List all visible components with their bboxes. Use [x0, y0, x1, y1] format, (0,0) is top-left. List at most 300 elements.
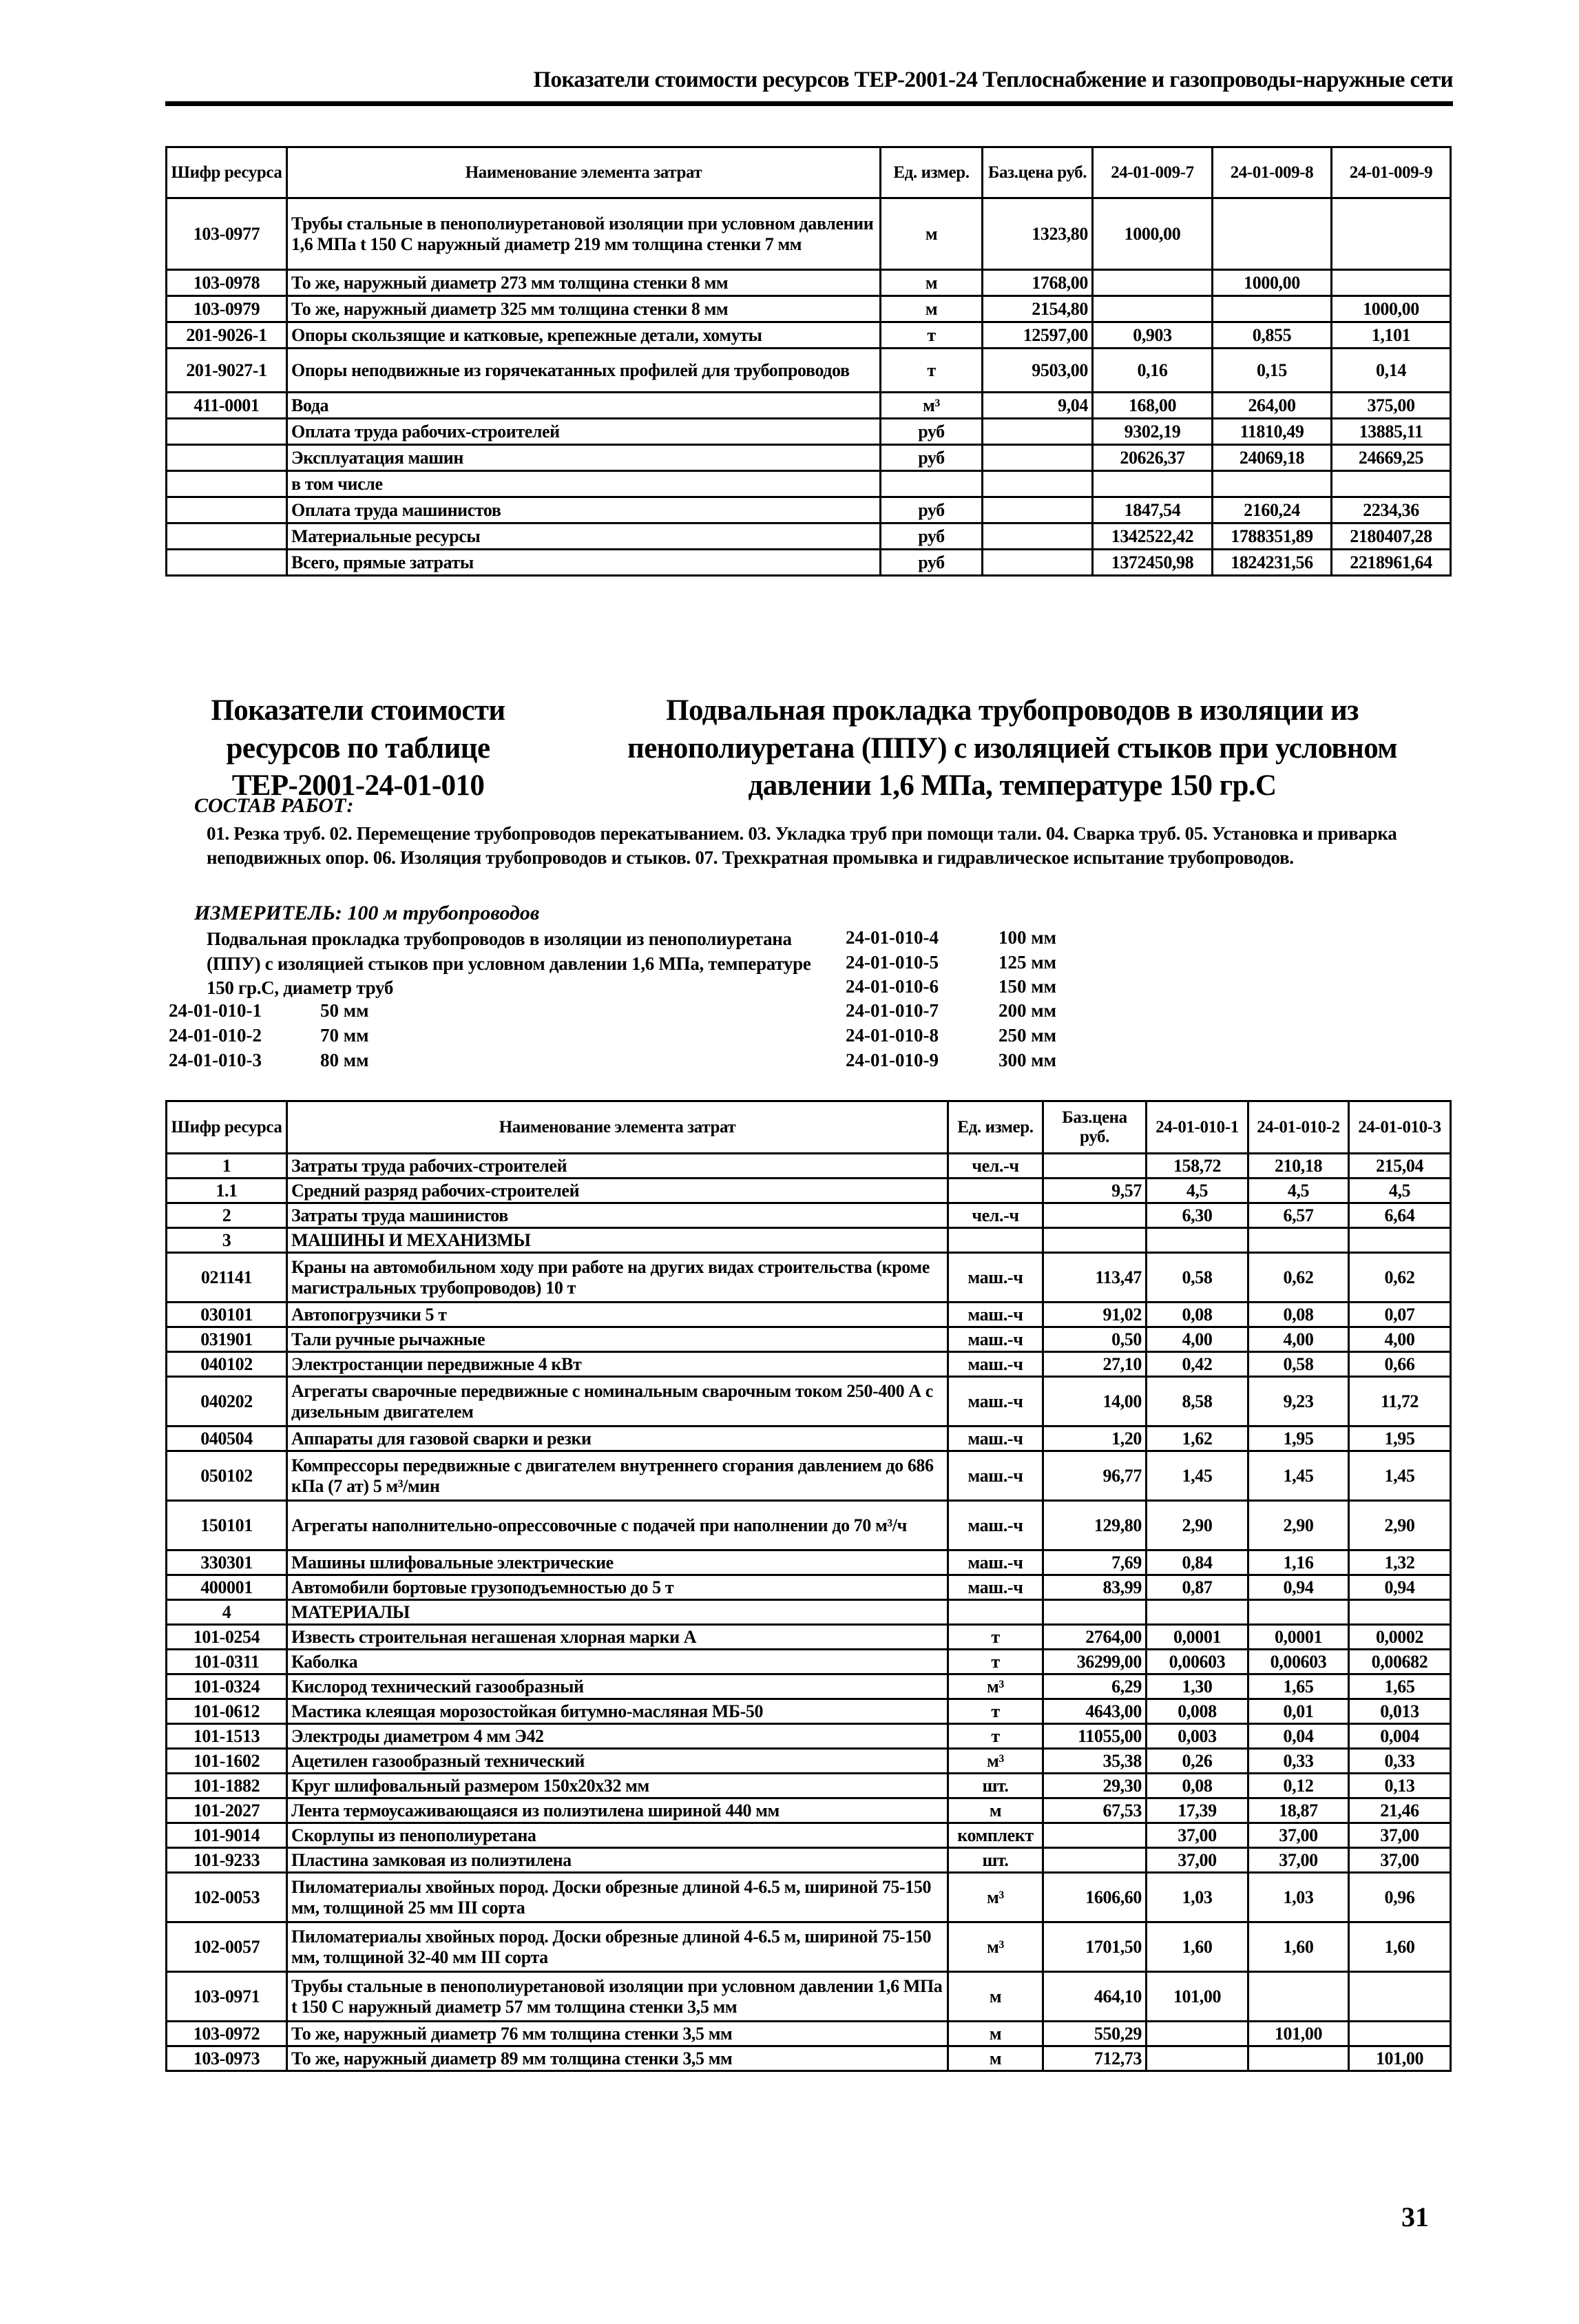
variant-3-value: 0,96	[1349, 1873, 1451, 1922]
base-price: 7,69	[1043, 1550, 1147, 1575]
resource-name: Вода	[287, 393, 881, 419]
unit: т	[948, 1699, 1043, 1724]
unit: чел.-ч	[948, 1203, 1043, 1228]
unit: м³	[948, 1922, 1043, 1972]
table-row	[167, 550, 1451, 576]
resource-code: 103-0977	[167, 198, 287, 270]
unit: маш.-ч	[948, 1501, 1043, 1550]
variant-2-value: 1,03	[1248, 1873, 1349, 1922]
variant-3-value: 0,004	[1349, 1724, 1451, 1749]
variant-3-value: 4,00	[1349, 1327, 1451, 1352]
variant-3-value	[1332, 198, 1451, 270]
base-price: 1768,00	[983, 270, 1093, 296]
variant-3-value: 0,66	[1349, 1352, 1451, 1377]
resource-code: 102-0053	[167, 1873, 287, 1922]
col-header-variant-1: 24-01-009-7	[1093, 147, 1213, 198]
table-row	[167, 471, 1451, 497]
base-price: 2764,00	[1043, 1625, 1147, 1650]
variant-2-value	[1213, 296, 1332, 322]
table-row	[167, 2022, 1451, 2046]
variant-3-value: 0,94	[1349, 1575, 1451, 1600]
unit: м	[881, 198, 983, 270]
resource-code: 101-0311	[167, 1650, 287, 1674]
resource-table-2-body	[167, 1154, 1451, 2071]
resource-code: 101-0324	[167, 1674, 287, 1699]
resource-name: Краны на автомобильном ходу при работе на других видах строительства (кроме магистральных трубопроводов) 10 т	[287, 1253, 948, 1303]
variant-diameter: 125 мм	[998, 952, 1057, 973]
unit: чел.-ч	[948, 1154, 1043, 1179]
section-title-left: Показатели стоимости ресурсов по таблице ТЕР-2001-24-01-010	[211, 694, 505, 802]
resource-code: 050102	[167, 1451, 287, 1501]
table-row	[167, 1972, 1451, 2022]
col-header-unit: Ед. измер.	[948, 1101, 1043, 1154]
variant-3-value: 0,07	[1349, 1303, 1451, 1327]
variant-2-value	[1248, 1972, 1349, 2022]
table-row	[167, 497, 1451, 523]
col-header-code: Шифр ресурса	[167, 147, 287, 198]
variant-3-value	[1349, 1228, 1451, 1253]
base-price	[1043, 1848, 1147, 1873]
resource-table-1-body	[167, 198, 1451, 576]
resource-code: 400001	[167, 1575, 287, 1600]
unit: маш.-ч	[948, 1550, 1043, 1575]
base-price: 9,04	[983, 393, 1093, 419]
variant-1-value: 20626,37	[1093, 445, 1213, 471]
table-row	[167, 1550, 1451, 1575]
resource-name: Пиломатериалы хвойных пород. Доски обрезные длиной 4-6.5 м, шириной 75-150 мм, толщиной 32-40 мм III сорта	[287, 1922, 948, 1972]
variant-3-value: 1,60	[1349, 1922, 1451, 1972]
variant-3-value	[1349, 2022, 1451, 2046]
table-row	[167, 1203, 1451, 1228]
resource-name: То же, наружный диаметр 76 мм толщина стенки 3,5 мм	[287, 2022, 948, 2046]
resource-name: Лента термоусаживающаяся из полиэтилена шириной 440 мм	[287, 1798, 948, 1823]
variant-2-value: 0,01	[1248, 1699, 1349, 1724]
base-price: 9,57	[1043, 1179, 1147, 1203]
table-row	[167, 1922, 1451, 1972]
unit: маш.-ч	[948, 1327, 1043, 1352]
table-row	[167, 1774, 1451, 1798]
unit: комплект	[948, 1823, 1043, 1848]
resource-code: 103-0971	[167, 1972, 287, 2022]
base-price	[1043, 1823, 1147, 1848]
resource-code: 103-0979	[167, 296, 287, 322]
measure-unit: ИЗМЕРИТЕЛЬ: 100 м трубопроводов	[194, 902, 540, 924]
table-row	[167, 445, 1451, 471]
resource-code: 411-0001	[167, 393, 287, 419]
unit: руб	[881, 550, 983, 576]
variant-1-value: 0,0001	[1147, 1625, 1248, 1650]
resource-name: в том числе	[287, 471, 881, 497]
table-row	[167, 349, 1451, 393]
resource-name: Трубы стальные в пенополиуретановой изоляции при условном давлении 1,6 МПа t 150 С наружный диаметр 219 мм толщина стенки 7 мм	[287, 198, 881, 270]
variant-3-value: 2234,36	[1332, 497, 1451, 523]
variant-2-value: 1,16	[1248, 1550, 1349, 1575]
resource-code: 1	[167, 1154, 287, 1179]
resource-code: 101-1602	[167, 1749, 287, 1774]
variant-3-value	[1349, 1972, 1451, 2022]
variant-3-value: 0,13	[1349, 1774, 1451, 1798]
table-row	[167, 1179, 1451, 1203]
variant-1-value	[1093, 296, 1213, 322]
unit: руб	[881, 419, 983, 445]
col-header-name: Наименование элемента затрат	[287, 147, 881, 198]
unit	[881, 471, 983, 497]
resource-code: 2	[167, 1203, 287, 1228]
variant-2-value: 0,855	[1213, 322, 1332, 349]
resource-code: 1.1	[167, 1179, 287, 1203]
base-price: 712,73	[1043, 2046, 1147, 2071]
resource-code: 101-2027	[167, 1798, 287, 1823]
table-row	[167, 1749, 1451, 1774]
resource-name: Средний разряд рабочих-строителей	[287, 1179, 948, 1203]
variant-diameter: 300 мм	[998, 1050, 1057, 1070]
col-header-code: Шифр ресурса	[167, 1101, 287, 1154]
resource-code: 4	[167, 1600, 287, 1625]
resource-name: Ацетилен газообразный технический	[287, 1749, 948, 1774]
table-row	[167, 1377, 1451, 1426]
variant-1-value: 0,003	[1147, 1724, 1248, 1749]
base-price: 11055,00	[1043, 1724, 1147, 1749]
resource-name: То же, наружный диаметр 325 мм толщина стенки 8 мм	[287, 296, 881, 322]
variant-2-value: 1788351,89	[1213, 523, 1332, 550]
base-price: 27,10	[1043, 1352, 1147, 1377]
resource-code: 021141	[167, 1253, 287, 1303]
header-rule	[165, 101, 1453, 106]
variant-3-value: 1,101	[1332, 322, 1451, 349]
variant-3-value: 1,95	[1349, 1426, 1451, 1451]
variant-2-value: 0,58	[1248, 1352, 1349, 1377]
resource-name: Оплата труда машинистов	[287, 497, 881, 523]
resource-code	[167, 523, 287, 550]
variant-3-value: 4,5	[1349, 1179, 1451, 1203]
base-price	[1043, 1203, 1147, 1228]
base-price: 36299,00	[1043, 1650, 1147, 1674]
resource-name: То же, наружный диаметр 273 мм толщина стенки 8 мм	[287, 270, 881, 296]
variant-1-value: 0,58	[1147, 1253, 1248, 1303]
resource-code: 103-0972	[167, 2022, 287, 2046]
table-row	[167, 1625, 1451, 1650]
variant-1-value: 37,00	[1147, 1848, 1248, 1873]
unit: т	[948, 1625, 1043, 1650]
col-header-variant-3: 24-01-009-9	[1332, 147, 1451, 198]
resource-name: Опоры скользящие и катковые, крепежные детали, хомуты	[287, 322, 881, 349]
resource-code: 101-1882	[167, 1774, 287, 1798]
variant-diameter: 80 мм	[320, 1050, 369, 1070]
unit: маш.-ч	[948, 1253, 1043, 1303]
variant-2-value	[1248, 2046, 1349, 2071]
variant-1-value	[1147, 2022, 1248, 2046]
col-header-price: Баз.цена руб.	[1043, 1101, 1147, 1154]
table-row	[167, 419, 1451, 445]
resource-name: Электроды диаметром 4 мм Э42	[287, 1724, 948, 1749]
base-price: 9503,00	[983, 349, 1093, 393]
resource-code: 102-0057	[167, 1922, 287, 1972]
resource-name: Скорлупы из пенополиуретана	[287, 1823, 948, 1848]
variant-1-value: 1,30	[1147, 1674, 1248, 1699]
unit: руб	[881, 497, 983, 523]
base-price: 83,99	[1043, 1575, 1147, 1600]
variant-3-value	[1332, 270, 1451, 296]
variant-code: 24-01-010-1	[169, 1000, 262, 1021]
resource-code: 101-0612	[167, 1699, 287, 1724]
variant-1-value: 1,62	[1147, 1426, 1248, 1451]
variant-1-value: 0,87	[1147, 1575, 1248, 1600]
base-price: 1701,50	[1043, 1922, 1147, 1972]
base-price: 91,02	[1043, 1303, 1147, 1327]
resource-code	[167, 550, 287, 576]
base-price	[1043, 1600, 1147, 1625]
col-header-price: Баз.цена руб.	[983, 147, 1093, 198]
variant-2-value: 210,18	[1248, 1154, 1349, 1179]
variant-code: 24-01-010-5	[846, 952, 939, 973]
unit: м	[948, 2022, 1043, 2046]
variant-3-value: 24669,25	[1332, 445, 1451, 471]
resource-code	[167, 445, 287, 471]
variant-1-value	[1147, 1228, 1248, 1253]
variant-1-value: 0,008	[1147, 1699, 1248, 1724]
resource-name: Всего, прямые затраты	[287, 550, 881, 576]
variant-2-value: 4,5	[1248, 1179, 1349, 1203]
variant-3-value: 0,62	[1349, 1253, 1451, 1303]
base-price: 6,29	[1043, 1674, 1147, 1699]
variant-2-value: 0,15	[1213, 349, 1332, 393]
page-number: 31	[1401, 2201, 1429, 2232]
variant-3-value: 0,013	[1349, 1699, 1451, 1724]
variant-2-value: 0,62	[1248, 1253, 1349, 1303]
resource-code	[167, 471, 287, 497]
variant-3-value: 375,00	[1332, 393, 1451, 419]
variant-diameter: 150 мм	[998, 976, 1057, 997]
unit: м³	[948, 1873, 1043, 1922]
resource-code: 101-1513	[167, 1724, 287, 1749]
base-price	[983, 471, 1093, 497]
resource-name: Автомобили бортовые грузоподъемностью до 5 т	[287, 1575, 948, 1600]
variant-2-value: 2160,24	[1213, 497, 1332, 523]
variant-1-value: 4,5	[1147, 1179, 1248, 1203]
table-row	[167, 1798, 1451, 1823]
variant-2-value: 1000,00	[1213, 270, 1332, 296]
variant-1-value: 0,84	[1147, 1550, 1248, 1575]
unit: маш.-ч	[948, 1575, 1043, 1600]
unit: маш.-ч	[948, 1352, 1043, 1377]
table-row	[167, 1650, 1451, 1674]
variant-1-value: 0,26	[1147, 1749, 1248, 1774]
unit: т	[948, 1724, 1043, 1749]
table-row	[167, 1699, 1451, 1724]
variant-2-value	[1213, 471, 1332, 497]
variant-2-value: 1,95	[1248, 1426, 1349, 1451]
variant-code: 24-01-010-7	[846, 1000, 939, 1021]
resource-name: То же, наружный диаметр 89 мм толщина стенки 3,5 мм	[287, 2046, 948, 2071]
variant-3-value	[1349, 1600, 1451, 1625]
variant-1-value: 1372450,98	[1093, 550, 1213, 576]
base-price	[983, 445, 1093, 471]
unit	[948, 1600, 1043, 1625]
table-row	[167, 1724, 1451, 1749]
resource-name: Круг шлифовальный размером 150х20х32 мм	[287, 1774, 948, 1798]
resource-code	[167, 419, 287, 445]
variant-diameter: 100 мм	[998, 927, 1057, 948]
base-price: 1606,60	[1043, 1873, 1147, 1922]
base-price: 113,47	[1043, 1253, 1147, 1303]
variant-diameter: 200 мм	[998, 1000, 1057, 1021]
resource-name: Известь строительная негашеная хлорная марки А	[287, 1625, 948, 1650]
variant-1-value	[1147, 1600, 1248, 1625]
work-composition-text: 01. Резка труб. 02. Перемещение трубопроводов перекатыванием. 03. Укладка труб при помощи тали. 04. Сварка труб. 05. Установка и приварка неподвижных опор. 06. Изоляция трубопроводов и стыков. 07. Трехкратная промывка и гидравлическое испытание трубопроводов.	[207, 823, 1397, 869]
table-row	[167, 1253, 1451, 1303]
variant-1-value: 1,60	[1147, 1922, 1248, 1972]
resource-code: 3	[167, 1228, 287, 1253]
base-price: 14,00	[1043, 1377, 1147, 1426]
table-row	[167, 296, 1451, 322]
variant-3-value: 1,45	[1349, 1451, 1451, 1501]
base-price	[1043, 1228, 1147, 1253]
variant-2-value: 0,04	[1248, 1724, 1349, 1749]
variant-code: 24-01-010-8	[846, 1025, 939, 1046]
variant-3-value: 13885,11	[1332, 419, 1451, 445]
resource-name: Эксплуатация машин	[287, 445, 881, 471]
table-row	[167, 1575, 1451, 1600]
variant-code: 24-01-010-2	[169, 1025, 262, 1046]
variant-diameter: 50 мм	[320, 1000, 369, 1021]
table-row	[167, 1426, 1451, 1451]
variant-2-value: 0,0001	[1248, 1625, 1349, 1650]
col-header-unit: Ед. измер.	[881, 147, 983, 198]
resource-code: 040504	[167, 1426, 287, 1451]
section-title-right: Подвальная прокладка трубопроводов в изоляции из пенополиуретана (ППУ) с изоляцией стыков при условном давлении 1,6 МПа, температуре 150 гр.С	[627, 694, 1397, 802]
variant-1-value	[1093, 471, 1213, 497]
unit: м³	[881, 393, 983, 419]
variant-3-value: 37,00	[1349, 1823, 1451, 1848]
variant-3-value: 0,33	[1349, 1749, 1451, 1774]
table-row	[167, 1154, 1451, 1179]
resource-name: Агрегаты сварочные передвижные с номинальным сварочным током 250-400 А с дизельным двигателем	[287, 1377, 948, 1426]
table-row	[167, 1823, 1451, 1848]
table-row	[167, 1451, 1451, 1501]
variant-3-value: 1,32	[1349, 1550, 1451, 1575]
resource-name: Электростанции передвижные 4 кВт	[287, 1352, 948, 1377]
resource-code: 330301	[167, 1550, 287, 1575]
variant-2-value	[1248, 1600, 1349, 1625]
variant-2-value: 0,94	[1248, 1575, 1349, 1600]
variant-2-value: 37,00	[1248, 1848, 1349, 1873]
variant-1-value	[1093, 270, 1213, 296]
variant-1-value: 6,30	[1147, 1203, 1248, 1228]
variant-2-value: 1,60	[1248, 1922, 1349, 1972]
table-row	[167, 1228, 1451, 1253]
resource-name: Трубы стальные в пенополиуретановой изоляции при условном давлении 1,6 МПа t 150 С наружный диаметр 57 мм толщина стенки 3,5 мм	[287, 1972, 948, 2022]
variant-code: 24-01-010-3	[169, 1050, 262, 1070]
unit: м³	[948, 1674, 1043, 1699]
variant-diameter: 250 мм	[998, 1025, 1057, 1046]
variant-3-value: 1,65	[1349, 1674, 1451, 1699]
base-price: 550,29	[1043, 2022, 1147, 2046]
table-row	[167, 270, 1451, 296]
variant-1-value: 0,08	[1147, 1774, 1248, 1798]
table-row	[167, 2046, 1451, 2071]
base-price	[983, 550, 1093, 576]
resource-code: 150101	[167, 1501, 287, 1550]
work-composition-heading: СОСТАВ РАБОТ:	[194, 794, 354, 817]
table-row	[167, 393, 1451, 419]
variant-code: 24-01-010-6	[846, 976, 939, 997]
variant-3-value: 0,00682	[1349, 1650, 1451, 1674]
variant-1-value: 2,90	[1147, 1501, 1248, 1550]
resource-name: Опоры неподвижные из горячекатанных профилей для трубопроводов	[287, 349, 881, 393]
table-row	[167, 1600, 1451, 1625]
variant-3-value: 6,64	[1349, 1203, 1451, 1228]
variant-3-value: 0,14	[1332, 349, 1451, 393]
variant-1-value: 4,00	[1147, 1327, 1248, 1352]
resource-code	[167, 497, 287, 523]
resource-name: Пиломатериалы хвойных пород. Доски обрезные длиной 4-6.5 м, шириной 75-150 мм, толщиной 25 мм III сорта	[287, 1873, 948, 1922]
resource-code: 040102	[167, 1352, 287, 1377]
table-row	[167, 322, 1451, 349]
variant-2-value	[1213, 198, 1332, 270]
resource-code: 201-9026-1	[167, 322, 287, 349]
variant-1-value: 168,00	[1093, 393, 1213, 419]
base-price: 129,80	[1043, 1501, 1147, 1550]
variant-1-value: 0,42	[1147, 1352, 1248, 1377]
base-price: 35,38	[1043, 1749, 1147, 1774]
variant-3-value: 37,00	[1349, 1848, 1451, 1873]
variant-2-value: 11810,49	[1213, 419, 1332, 445]
resource-name: МАШИНЫ И МЕХАНИЗМЫ	[287, 1228, 948, 1253]
variant-3-value: 2180407,28	[1332, 523, 1451, 550]
unit: м	[881, 270, 983, 296]
variant-1-value: 9302,19	[1093, 419, 1213, 445]
unit: т	[881, 349, 983, 393]
variant-2-value: 9,23	[1248, 1377, 1349, 1426]
unit: м	[948, 1798, 1043, 1823]
variant-2-value: 18,87	[1248, 1798, 1349, 1823]
resource-name: Кислород технический газообразный	[287, 1674, 948, 1699]
unit: м³	[948, 1749, 1043, 1774]
variant-2-value: 0,12	[1248, 1774, 1349, 1798]
base-price	[1043, 1154, 1147, 1179]
base-price: 0,50	[1043, 1327, 1147, 1352]
resource-table-1	[165, 146, 1452, 577]
unit: шт.	[948, 1774, 1043, 1798]
resource-name: Агрегаты наполнительно-опрессовочные с подачей при наполнении до 70 м³/ч	[287, 1501, 948, 1550]
unit: руб	[881, 445, 983, 471]
variant-1-value: 1000,00	[1093, 198, 1213, 270]
resource-code: 103-0978	[167, 270, 287, 296]
variant-3-value: 215,04	[1349, 1154, 1451, 1179]
variant-1-value: 0,16	[1093, 349, 1213, 393]
base-price	[983, 497, 1093, 523]
resource-code: 040202	[167, 1377, 287, 1426]
table-row	[167, 1873, 1451, 1922]
base-price	[983, 419, 1093, 445]
variant-2-value: 37,00	[1248, 1823, 1349, 1848]
resource-name: Тали ручные рычажные	[287, 1327, 948, 1352]
base-price: 29,30	[1043, 1774, 1147, 1798]
unit: м	[948, 1972, 1043, 2022]
resource-name: Машины шлифовальные электрические	[287, 1550, 948, 1575]
variant-3-value: 2218961,64	[1332, 550, 1451, 576]
base-price: 1323,80	[983, 198, 1093, 270]
unit: м	[881, 296, 983, 322]
variant-2-value: 1,45	[1248, 1451, 1349, 1501]
variant-2-value	[1248, 1228, 1349, 1253]
variant-1-value: 1,45	[1147, 1451, 1248, 1501]
variant-1-value: 37,00	[1147, 1823, 1248, 1848]
resource-name: Затраты труда рабочих-строителей	[287, 1154, 948, 1179]
variant-1-value: 1,03	[1147, 1873, 1248, 1922]
resource-name: Компрессоры передвижные с двигателем внутреннего сгорания давлением до 686 кПа (7 ат) 5 м³/мин	[287, 1451, 948, 1501]
resource-name: Каболка	[287, 1650, 948, 1674]
